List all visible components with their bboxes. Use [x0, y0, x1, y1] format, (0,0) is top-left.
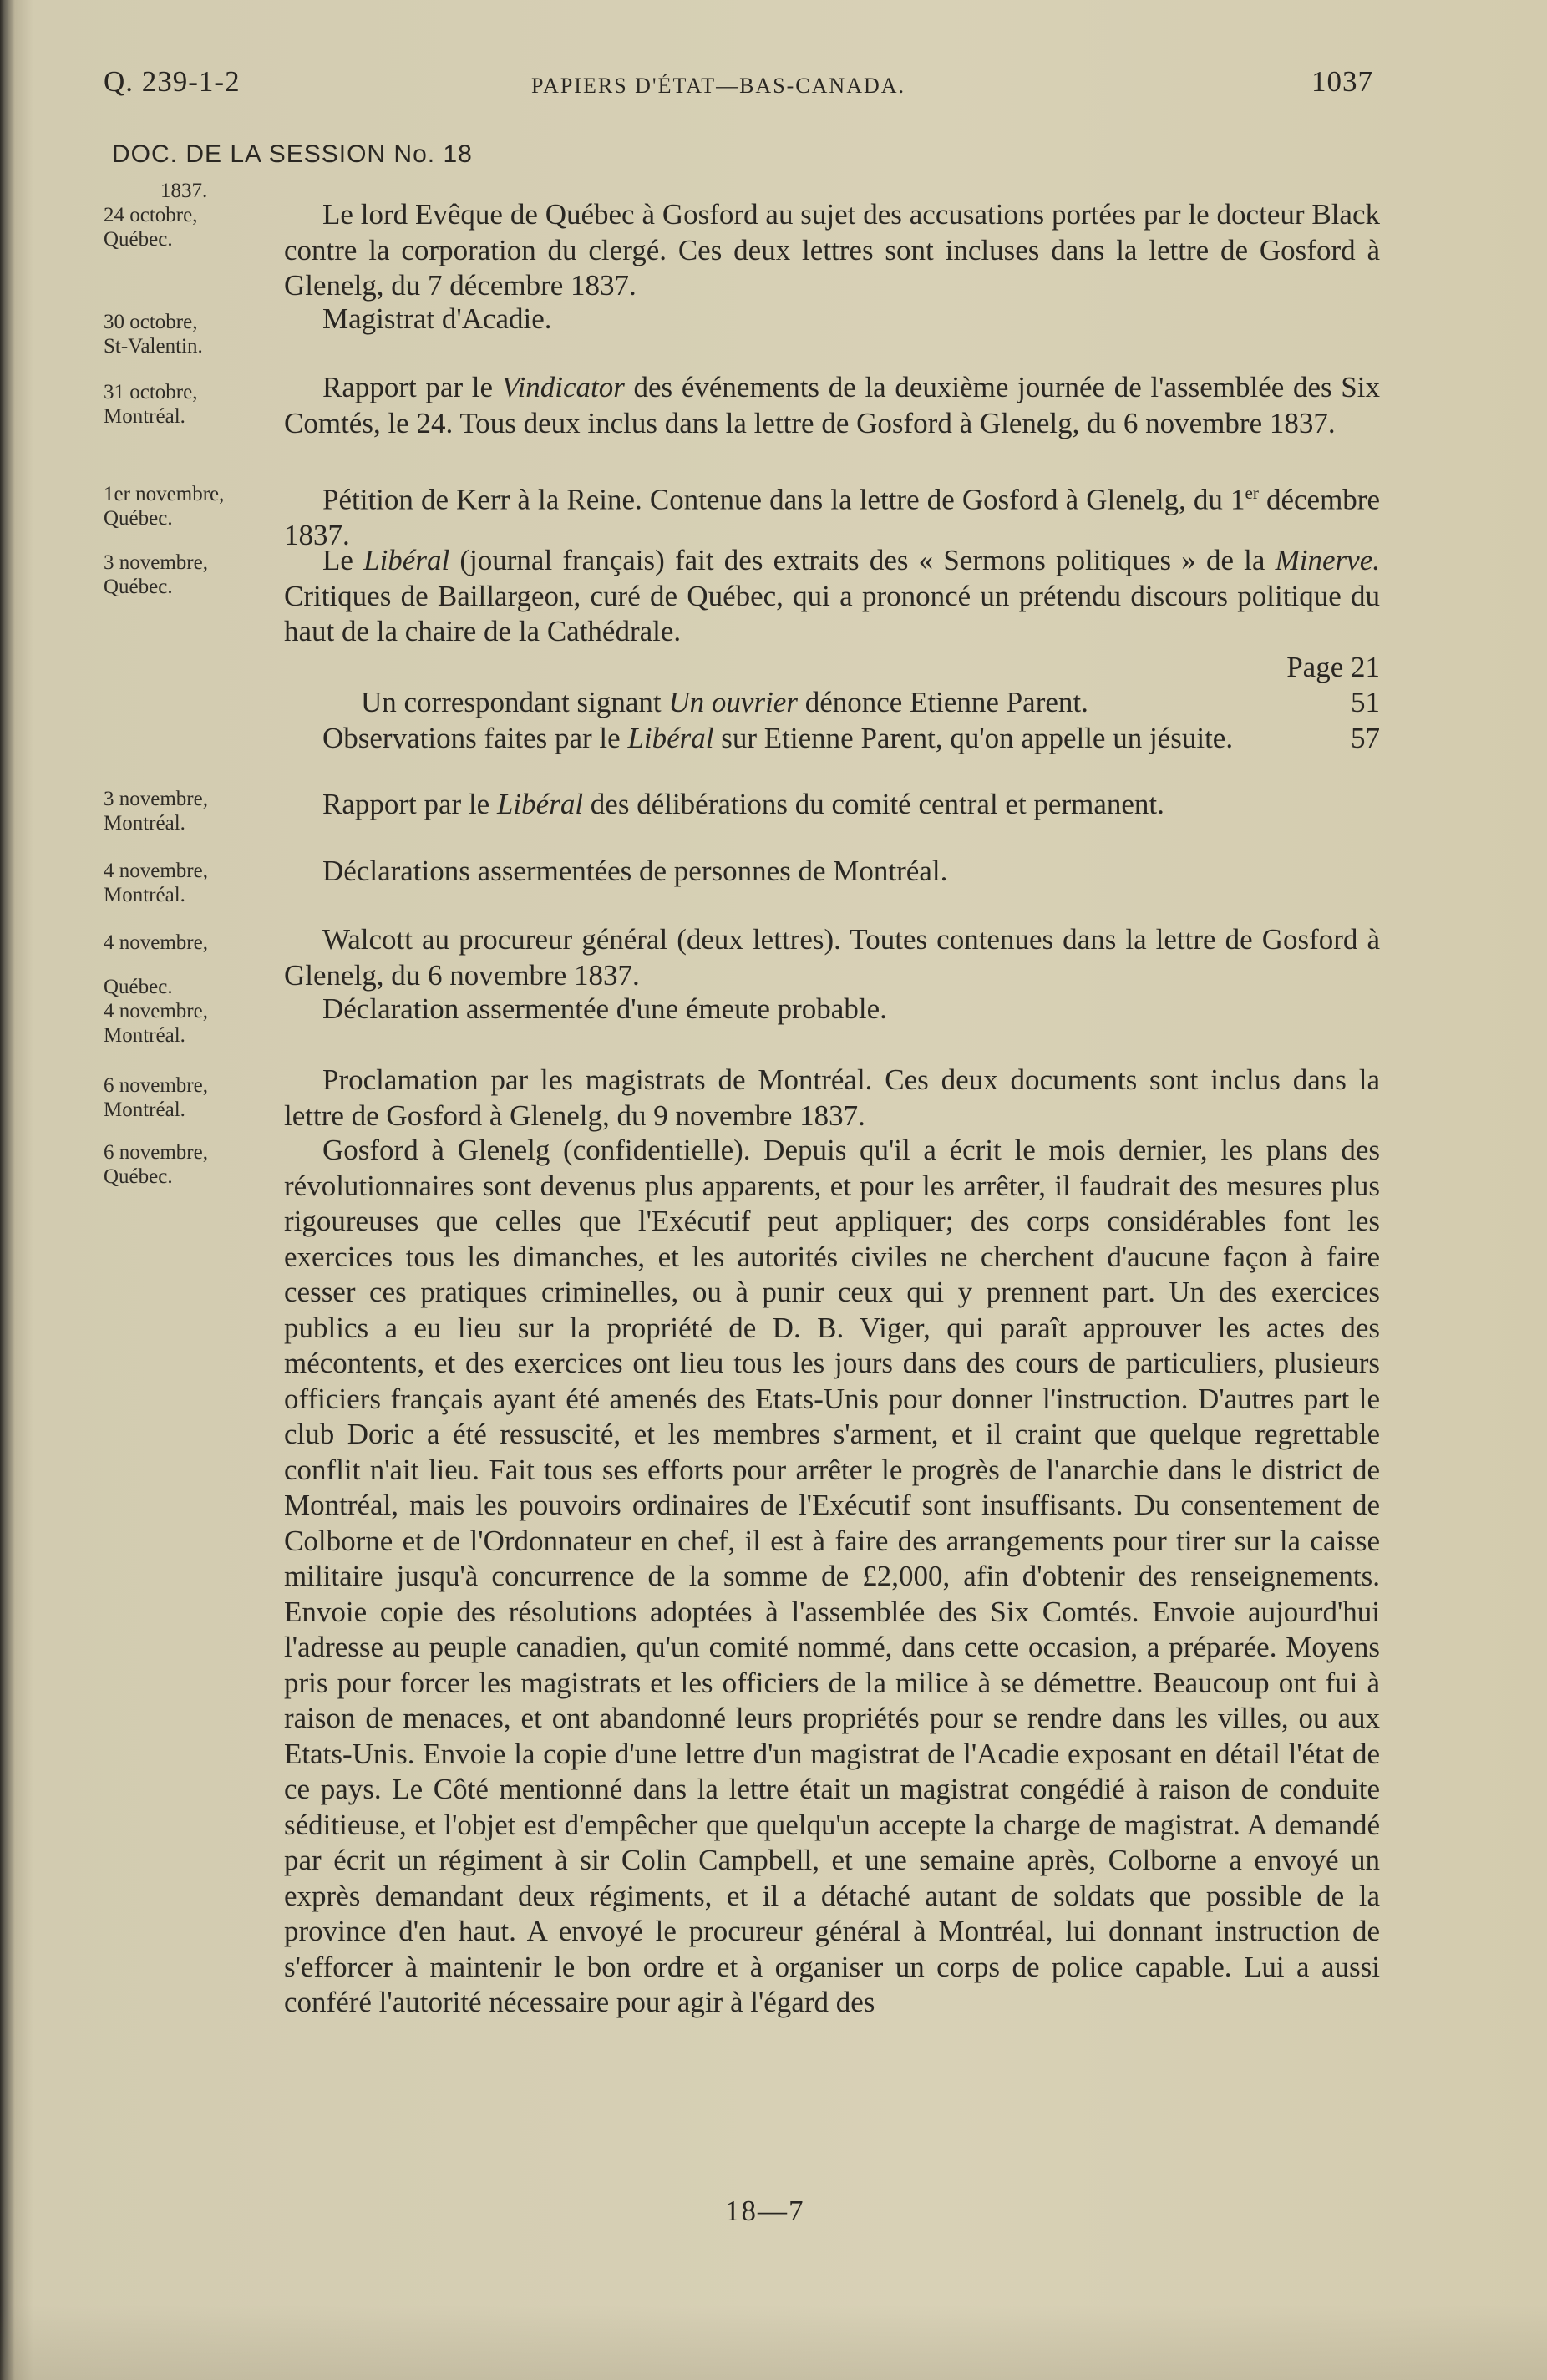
entry-10: [284, 1063, 1380, 1134]
entry-1: [284, 197, 1380, 304]
margin-date: 4 novembre,: [104, 860, 208, 882]
entry-text: Pétition de Kerr à la Reine. Contenue dans la lettre de Gosford à Glenelg, du 1er décembre 1837.: [284, 483, 1380, 552]
entry-6: [284, 787, 1380, 823]
entry-8: [284, 922, 1380, 993]
margin-place: Québec.: [104, 228, 173, 251]
entry-9: [284, 992, 1380, 1028]
margin-date: 4 novembre,: [104, 1000, 208, 1023]
margin-place: Québec.: [104, 576, 173, 598]
margin-note-4: [104, 482, 271, 530]
margin-date: 1er novembre,: [104, 483, 225, 505]
entry-5: [284, 543, 1380, 757]
margin-note-3: [104, 380, 271, 429]
margin-note-9: [104, 999, 271, 1048]
entry-11: [284, 1133, 1380, 2021]
margin-note-7: [104, 859, 271, 907]
session-label: DOC. DE LA SESSION No. 18: [112, 140, 473, 168]
margin-place: Montréal.: [104, 884, 185, 906]
page-reference: 57: [1351, 722, 1380, 754]
margin-place: Québec.: [104, 1165, 173, 1188]
entry-subline: Observations faites par le Libéral sur Etienne Parent, qu'on appelle un jésuite.: [322, 721, 1234, 754]
entry-subline: Un correspondant signant Un ouvrier dénonce Etienne Parent. 51: [361, 686, 1380, 718]
entry-text: Rapport par le Vindicator des événements de la deuxième journée de l'assemblée des Six Comtés, le 24. Tous deux inclus dans la lettre de Gosford à Glenelg, du 6 novembre 1837.: [284, 371, 1380, 439]
margin-place: St-Valentin.: [104, 335, 203, 358]
entry-text: Walcott au procureur général (deux lettres). Toutes contenues dans la lettre de Gosford à Glenelg, du 6 novembre 1837.: [284, 923, 1380, 992]
margin-note-8: [104, 931, 271, 955]
margin-date: 24 octobre,: [104, 204, 198, 226]
margin-place: Montréal.: [104, 1099, 185, 1121]
page-number: 1037: [1311, 65, 1373, 98]
entry-2: [284, 302, 1380, 337]
entry-text: Magistrat d'Acadie.: [322, 302, 552, 335]
entry-4: [284, 475, 1380, 554]
entry-text: Déclarations assermentées de personnes de Montréal.: [322, 855, 948, 887]
entry-text: Gosford à Glenelg (confidentielle). Depuis qu'il a écrit le mois dernier, les plans des révolutionnaires sont devenus plus apparents, et pour les arrêter, il faudrait des mesures plus rigoureuses que celles que l'Exécutif peut appliquer; des corps considérables font les exercices tous les dimanches, et les autorités civiles ne cherchent d'aucune façon à faire cesser ces pratiques criminelles, ou à punir ceux qui y prennent part. Un des exercices publics a eu lieu sur la propriété de D. B. Viger, qui paraît approuver les actes des mécontents, et des exercices ont lieu tous les jours dans des cours de particuliers, plusieurs officiers français ayant été amenés des Etats-Unis pour donner l'instruction. D'autres part le club Doric a été ressuscité, et les membres s'arment, et il craint que quelque regrettable conflit n'ait lieu. Fait tous ses efforts pour arrêter le progrès de l'anarchie dans le district de Montréal, mais les pouvoirs ordinaires de l'Exécutif sont insuffisants. Du consentement de Colborne et de l'Ordonnateur en chef, il est à faire des arrangements pour tirer sur la caisse militaire jusqu'à concurrence de la somme de £2,000, afin d'obtenir des renseignements. Envoie copie des résolutions adoptées à l'assemblée des Six Comtés. Envoie aujourd'hui l'adresse au peuple canadien, qu'un comité nommé, dans cette occasion, a préparée. Moyens pris pour forcer les magistrats et les officiers de la milice à se démettre. Beaucoup ont fui à raison de menaces, et ont abandonné leurs propriétés pour se rendre dans les villes, ou aux Etats-Unis. Envoie la copie d'une lettre d'un magistrat de l'Acadie exposant en détail l'état de ce pays. Le Côté mentionné dans la lettre était un magistrat congédié à raison de conduite séditieuse, et l'objet est d'empêcher que quelqu'un accepte la charge de magistrat. A demandé par écrit un régiment à sir Colin Campbell, et une semaine après, Colborne a envoyé un exprès demandant deux régiments, et il a détaché autant de soldats que possible de la province d'en haut. A envoyé le procureur général à Montréal, lui donnant instruction de s'efforcer à maintenir le bon ordre et à organiser un corps de police capable. Lui a aussi conféré l'autorité nécessaire pour agir à l'égard des: [284, 1134, 1380, 2018]
margin-note-10: [104, 1073, 271, 1122]
margin-note-5: [104, 551, 271, 599]
entry-3: [284, 370, 1380, 441]
margin-date: 3 novembre,: [104, 551, 208, 574]
margin-note-6: [104, 787, 271, 835]
margin-date: 6 novembre,: [104, 1141, 208, 1164]
entry-text: Rapport par le Libéral des délibérations du comité central et permanent.: [322, 788, 1164, 820]
margin-place: Montréal.: [104, 812, 185, 835]
margin-note-11: [104, 1140, 271, 1189]
page-reference: Page 21: [1286, 650, 1380, 683]
margin-place: Montréal.: [104, 405, 185, 428]
margin-place: Québec.: [104, 507, 173, 530]
margin-year: 1837.: [160, 180, 208, 202]
margin-date: 3 novembre,: [104, 788, 208, 810]
margin-place: Montréal.: [104, 1024, 185, 1047]
entry-7: [284, 854, 1380, 890]
entry-text: Déclaration assermentée d'une émeute probable.: [322, 992, 887, 1025]
margin-note-1: [104, 179, 271, 251]
margin-note-2: [104, 310, 271, 358]
margin-date: 4 novembre,: [104, 931, 208, 954]
running-title: PAPIERS D'ÉTAT—BAS-CANADA.: [531, 74, 906, 98]
entry-text: Le lord Evêque de Québec à Gosford au sujet des accusations portées par le docteur Black contre la corporation du clergé. Ces deux lettres sont incluses dans la lettre de Gosford à Glenelg, du 7 décembre 1837.: [284, 198, 1380, 302]
margin-place: Québec.: [104, 976, 173, 998]
margin-date: 30 octobre,: [104, 311, 198, 333]
margin-date: 6 novembre,: [104, 1074, 208, 1097]
entry-text: Le Libéral (journal français) fait des extraits des « Sermons politiques » de la Minerve. Critiques de Baillargeon, curé de Québec, qui a prononcé un prétendu discours politique du haut de la chaire de la Cathédrale.: [284, 544, 1380, 647]
margin-date: 31 octobre,: [104, 381, 198, 403]
footer-page-number: 18—7: [725, 2195, 805, 2227]
margin-note-8b: [104, 975, 271, 999]
archive-reference: Q. 239-1-2: [104, 65, 241, 98]
entry-text: Proclamation par les magistrats de Montréal. Ces deux documents sont inclus dans la lettre de Gosford à Glenelg, du 9 novembre 1837.: [284, 1063, 1380, 1132]
